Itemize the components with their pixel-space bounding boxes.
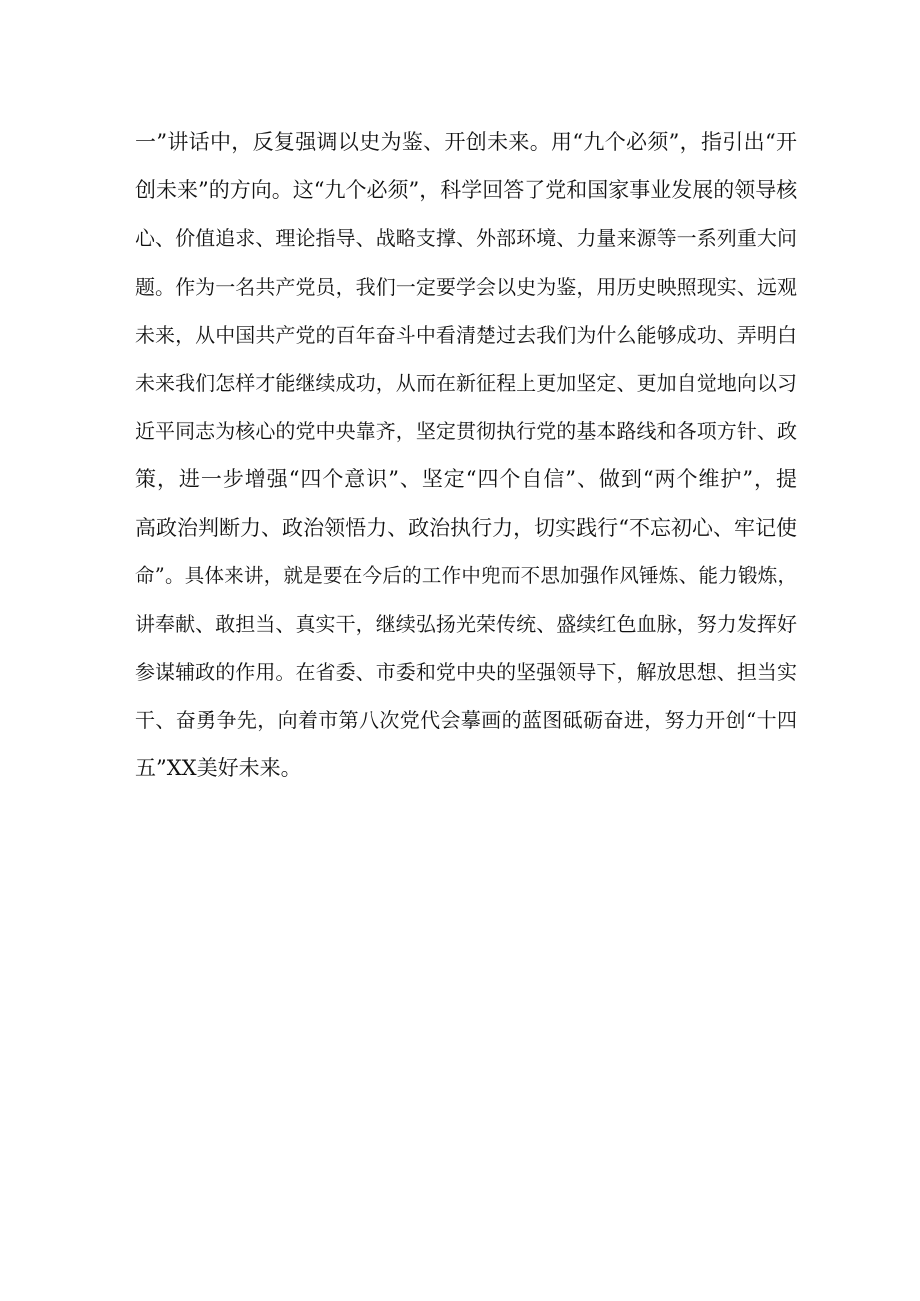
paragraph-line-9: 高政治判断力、政治领悟力、政治执行力，切实践行“不忘初心、牢记使 bbox=[135, 515, 797, 540]
body-paragraph bbox=[135, 118, 797, 793]
paragraph-line-2: 创未来”的方向。这“九个必须”，科学回答了党和国家事业发展的领导核 bbox=[135, 178, 797, 203]
paragraph-line-4: 题。作为一名共产党员，我们一定要学会以史为鉴，用历史映照现实、远观 bbox=[135, 274, 797, 299]
paragraph-line-3: 心、价值追求、理论指导、战略支撑、外部环境、力量来源等一系列重大问 bbox=[135, 226, 797, 251]
paragraph-line-12: 参谋辅政的作用。在省委、市委和党中央的坚强领导下，解放思想、担当实 bbox=[135, 660, 797, 685]
paragraph-line-1: 一”讲话中，反复强调以史为鉴、开创未来。用“九个必须”，指引出“开 bbox=[135, 130, 797, 154]
paragraph-line-5: 未来，从中国共产党的百年奋斗中看清楚过去我们为什么能够成功、弄明白 bbox=[135, 322, 797, 347]
paragraph-line-7: 近平同志为核心的党中央靠齐，坚定贯彻执行党的基本路线和各项方针、政 bbox=[135, 419, 797, 444]
paragraph-line-10: 命”。具体来讲，就是要在今后的工作中兜而不思加强作风锤炼、能力锻炼， bbox=[135, 563, 797, 587]
paragraph-line-14: 五”XX美好未来。 bbox=[135, 756, 302, 781]
paragraph-line-8: 策，进一步增强“四个意识”、坚定“四个自信”、做到“两个维护”，提 bbox=[135, 467, 797, 492]
paragraph-line-6: 未来我们怎样才能继续成功，从而在新征程上更加坚定、更加自觉地向以习 bbox=[135, 370, 797, 395]
paragraph-line-13: 干、奋勇争先，向着市第八次党代会摹画的蓝图砥砺奋进，努力开创“十四 bbox=[135, 708, 797, 733]
paragraph-line-11: 讲奉献、敢担当、真实干，继续弘扬光荣传统、盛续红色血脉，努力发挥好 bbox=[135, 611, 797, 636]
